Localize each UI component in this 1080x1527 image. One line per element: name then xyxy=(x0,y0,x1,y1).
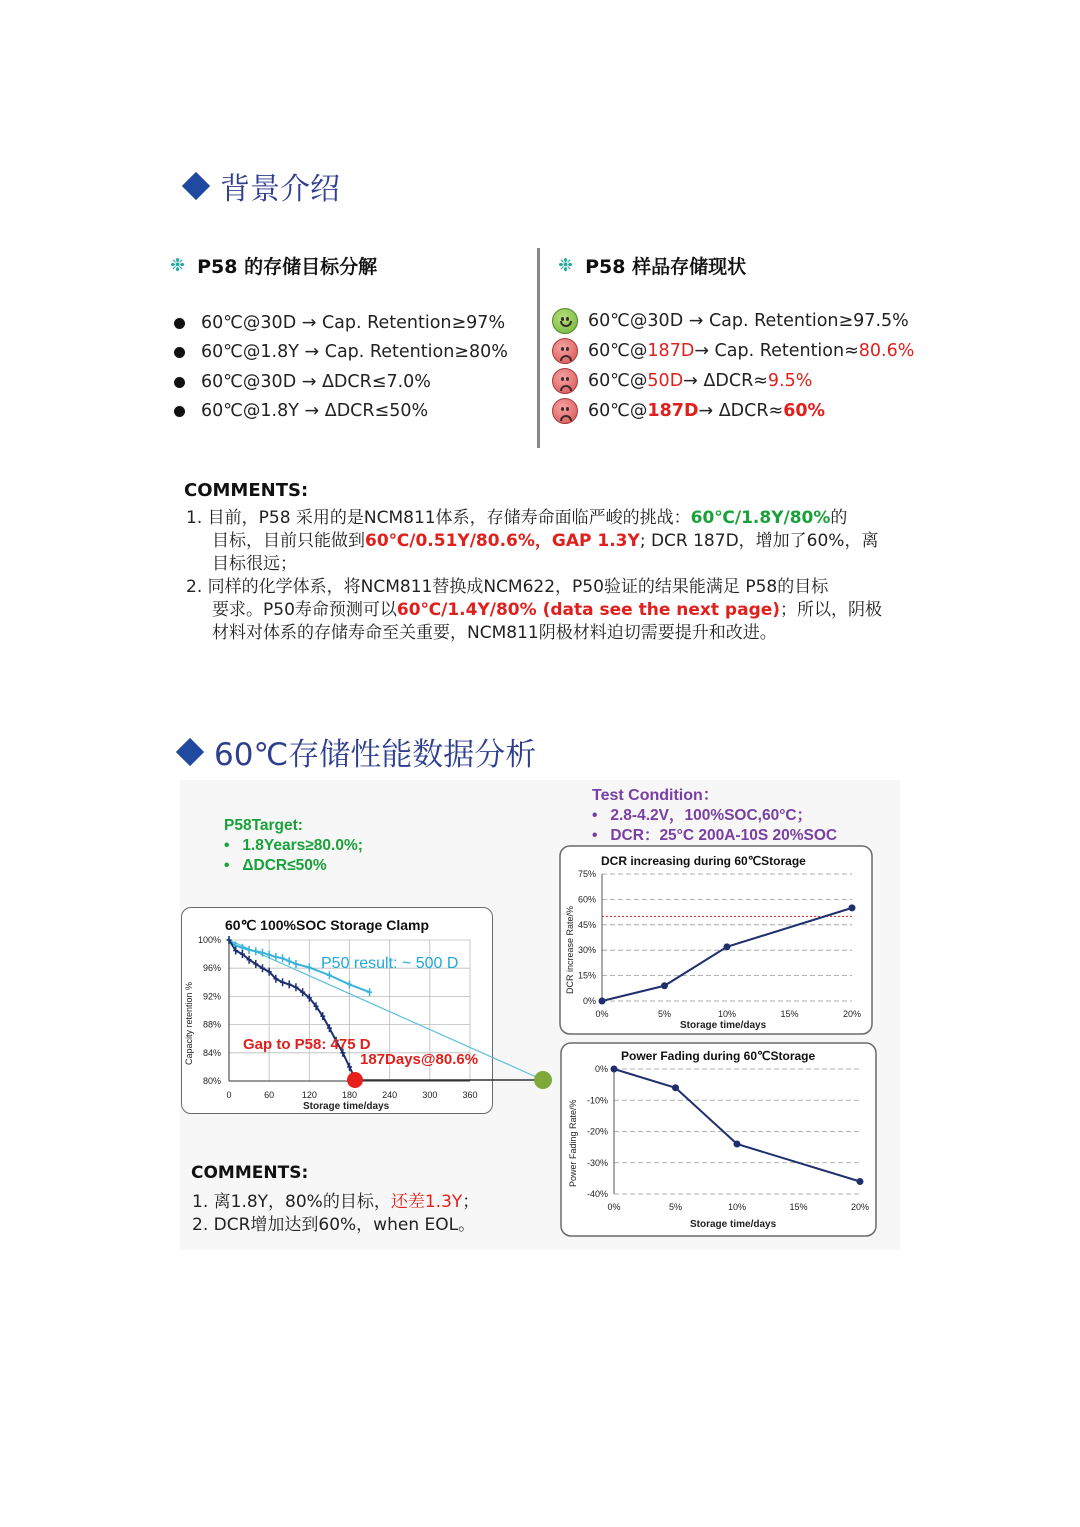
data-point xyxy=(611,1066,618,1073)
x-tick-label: 60 xyxy=(264,1090,275,1100)
end-point-marker xyxy=(347,1072,363,1088)
gear-icon: ❉ xyxy=(558,255,574,276)
chart1-ylabel: Capacity retention % xyxy=(184,981,194,1065)
x-tick-label: 10% xyxy=(727,1202,747,1212)
chart2-ylabel: DCR increase Rate/% xyxy=(565,905,575,994)
target-heading: P58Target: xyxy=(224,817,303,834)
data-point xyxy=(661,982,668,989)
comment-line: 2. 同样的化学体系，将NCM811替换成NCM622，P50验证的结果能满足 P58的目标 xyxy=(186,577,829,597)
x-tick-label: 240 xyxy=(382,1090,398,1100)
chart3-ylabel: Power Fading Rate/% xyxy=(568,1099,578,1187)
target-item: 60℃@1.8Y → ΔDCR≤50% xyxy=(174,401,428,421)
test-condition-heading: Test Condition： xyxy=(592,787,719,804)
comment-line: 1. 目前，P58 采用的是NCM811体系，存储寿命面临严峻的挑战：60℃/1.8Y/80%的 xyxy=(186,508,848,528)
y-tick-label: -10% xyxy=(586,1095,608,1106)
left-column-heading: ❉ P58 的存储目标分解 xyxy=(170,255,378,278)
y-tick-label: 15% xyxy=(577,970,596,981)
projection-point-marker xyxy=(534,1071,552,1089)
x-tick-label: 10% xyxy=(717,1009,737,1019)
data-point xyxy=(672,1084,679,1091)
comment-line: 2. DCR增加达到60%，when EOL。 xyxy=(192,1215,476,1235)
status-item: 60℃@ 187D → ΔDCR≈ 60% xyxy=(552,398,825,424)
target-item: • ΔDCR≤50% xyxy=(224,857,327,874)
chart3-title: Power Fading during 60℃Storage xyxy=(621,1049,816,1063)
y-tick-label: 88% xyxy=(202,1019,221,1030)
x-tick-label: 120 xyxy=(301,1090,317,1100)
x-tick-label: 0 xyxy=(226,1090,232,1100)
y-tick-label: -30% xyxy=(586,1157,608,1168)
comment-line: 要求。P50寿命预测可以60℃/1.4Y/80% (data see the next page)；所以，阴极 xyxy=(212,600,883,620)
gear-icon: ❉ xyxy=(170,255,186,276)
target-item: 60℃@30D → ΔDCR≤7.0% xyxy=(174,372,431,392)
y-tick-label: 0% xyxy=(594,1064,608,1074)
section-title-text: 背景介绍 xyxy=(220,172,340,207)
y-tick-label: 96% xyxy=(202,963,221,974)
data-point xyxy=(599,998,606,1005)
status-item: 60℃@ 187D → Cap. Retention≈ 80.6% xyxy=(552,338,914,364)
data-point xyxy=(734,1141,741,1148)
x-tick-label: 15% xyxy=(789,1202,808,1212)
chart2-xlabel: Storage time/days xyxy=(680,1020,767,1031)
data-point xyxy=(857,1178,864,1185)
test-condition-item: • 2.8-4.2V，100%SOC,60°C； xyxy=(592,807,813,824)
right-column-heading: ❉ P58 样品存储现状 xyxy=(558,255,747,278)
comment-line: 目标很远； xyxy=(212,554,297,574)
chart1-title: 60℃ 100%SOC Storage Clamp xyxy=(225,917,430,933)
y-tick-label: -40% xyxy=(586,1189,608,1199)
chart2-title: DCR increasing during 60℃Storage xyxy=(601,854,806,868)
annotation-gap: Gap to P58: 475 D xyxy=(243,1036,371,1053)
y-tick-label: 30% xyxy=(577,945,596,956)
y-tick-label: 92% xyxy=(202,991,221,1002)
chart1-xlabel: Storage time/days xyxy=(303,1101,390,1112)
x-tick-label: 5% xyxy=(657,1009,672,1019)
data-point xyxy=(724,943,731,950)
comments-heading: COMMENTS: xyxy=(184,480,309,501)
x-tick-label: 0% xyxy=(595,1009,609,1019)
x-tick-label: 15% xyxy=(780,1009,799,1019)
y-tick-label: 0% xyxy=(582,996,596,1006)
x-tick-label: 20% xyxy=(850,1202,870,1212)
annotation-end: 187Days@80.6% xyxy=(360,1051,479,1068)
annotation-p50-result: P50 result: ~ 500 D xyxy=(321,955,459,972)
x-tick-label: 180 xyxy=(341,1090,358,1100)
data-point xyxy=(849,904,856,911)
x-tick-label: 360 xyxy=(462,1090,478,1100)
x-tick-label: 300 xyxy=(422,1090,438,1100)
section-title-text: 60℃存储性能数据分析 xyxy=(214,737,537,773)
chart3-xlabel: Storage time/days xyxy=(690,1219,777,1230)
test-condition-item: • DCR：25°C 200A-10S 20%SOC xyxy=(592,827,838,844)
x-tick-label: 20% xyxy=(842,1009,862,1019)
comment-line: 材料对体系的存储寿命至关重要，NCM811阴极材料迫切需要提升和改进。 xyxy=(212,623,777,643)
comment-line: 1. 离1.8Y，80%的目标，还差1.3Y； xyxy=(192,1192,480,1212)
comments-heading: COMMENTS: xyxy=(191,1163,309,1183)
status-item: 60℃@ 50D → ΔDCR≈ 9.5% xyxy=(552,368,812,394)
status-item: 60℃@30D → Cap. Retention≥97.5% xyxy=(552,308,909,334)
comment-line: 目标，目前只能做到60℃/0.51Y/80.6%，GAP 1.3Y; DCR 187D，增加了60%，离 xyxy=(212,531,879,551)
y-tick-label: 84% xyxy=(202,1047,221,1058)
y-tick-label: 45% xyxy=(577,919,596,930)
x-tick-label: 5% xyxy=(668,1202,683,1212)
y-tick-label: -20% xyxy=(586,1126,608,1137)
y-tick-label: 75% xyxy=(577,869,596,879)
target-item: 60℃@1.8Y → Cap. Retention≥80% xyxy=(174,342,508,362)
target-item: • 1.8Years≥80.0%; xyxy=(224,837,363,854)
y-tick-label: 60% xyxy=(577,894,596,905)
target-item: 60℃@30D → Cap. Retention≥97% xyxy=(174,313,505,333)
y-tick-label: 100% xyxy=(197,935,221,945)
y-tick-label: 80% xyxy=(202,1076,221,1086)
x-tick-label: 0% xyxy=(607,1202,621,1212)
